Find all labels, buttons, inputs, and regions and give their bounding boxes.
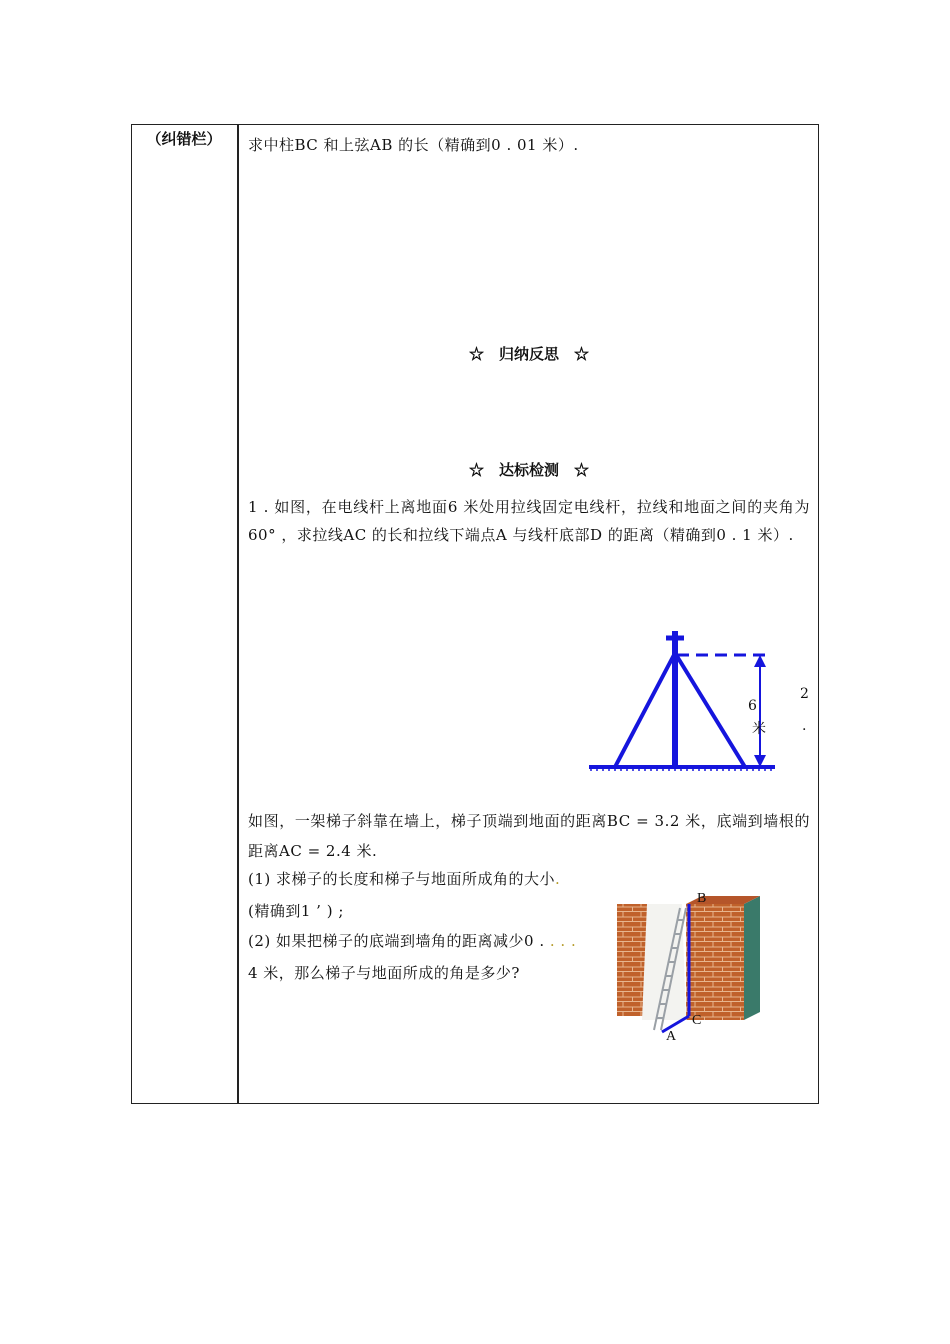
side-note-number: 2 xyxy=(800,686,809,702)
point-a-label: A xyxy=(666,1029,677,1044)
section-heading-test: ☆ 达标检测 ☆ xyxy=(468,461,589,479)
brick-wall-left xyxy=(617,904,647,1016)
arrow-up-icon xyxy=(754,655,766,667)
guy-wire-right xyxy=(675,653,745,767)
task-text: 求中柱BC 和上弦AB 的长（精确到0 . 01 米）. xyxy=(248,136,579,154)
problem2-question2: (2) 如果把梯子的底端到墙角的距离减少0 . . . . xyxy=(248,932,577,950)
section-heading-reflect: ☆ 归纳反思 ☆ xyxy=(468,345,589,363)
point-b-label: B xyxy=(697,891,707,906)
brick-wall-main xyxy=(686,904,744,1020)
problem2-intro: 如图，一架梯子斜靠在墙上，梯子顶端到地面的距离BC = 3.2 米，底端到墙根的距离AC = 2.4 米. xyxy=(248,812,810,860)
problem2-question2-cont: 4 米，那么梯子与地面所成的角是多少? xyxy=(248,964,520,982)
side-note-dot: . xyxy=(802,718,807,734)
problem2-question1: (1) 求梯子的长度和梯子与地面所成角的大小. xyxy=(248,870,561,888)
column-divider xyxy=(237,124,239,1104)
brick-wall-side xyxy=(744,896,760,1020)
correction-column-label: （纠错栏） xyxy=(146,130,222,148)
point-c-label: C xyxy=(692,1013,702,1028)
problem1-text: 1 . 如图，在电线杆上离地面6 米处用拉线固定电线杆，拉线和地面之间的夹角为60° ，求拉线AC 的长和拉线下端点A 与线杆底部D 的距离（精确到0 . 1 米）. xyxy=(248,498,810,544)
problem2-question1-precision: (精确到1 ’ ) ; xyxy=(248,902,344,920)
height-label-unit: 米 xyxy=(752,721,766,737)
height-label-number: 6 xyxy=(748,698,757,714)
ladder-wall-diagram xyxy=(614,892,820,1044)
wall-gap xyxy=(642,904,686,1020)
guy-wire-left xyxy=(615,653,675,767)
